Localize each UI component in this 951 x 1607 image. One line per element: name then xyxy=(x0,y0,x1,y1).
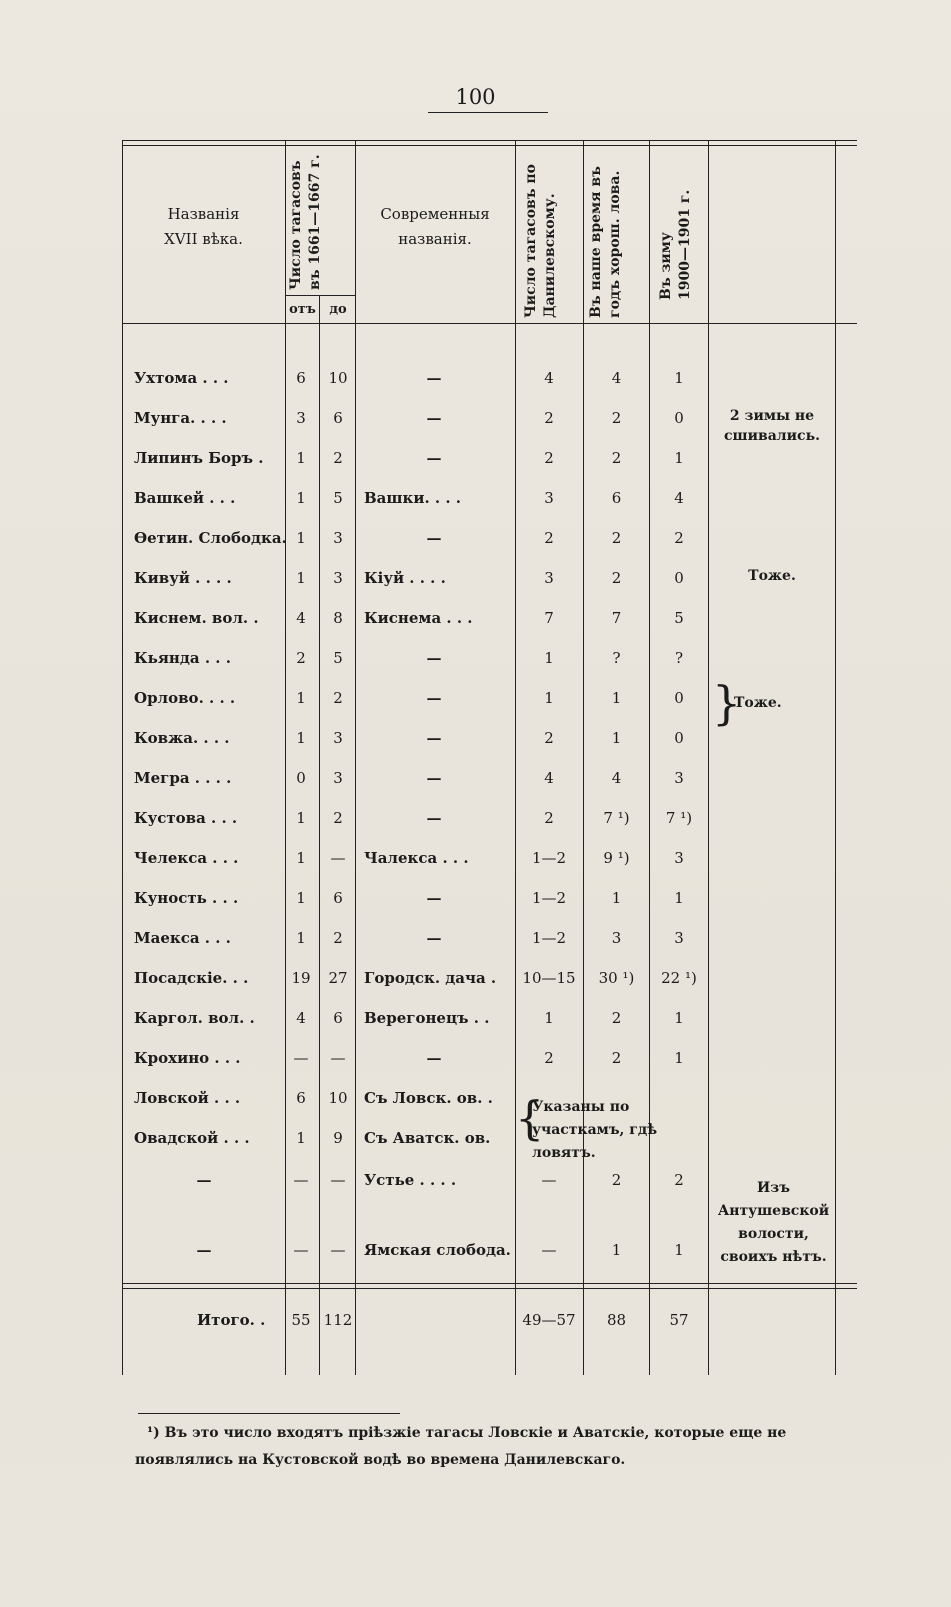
row-count-from: 4 xyxy=(296,1009,306,1027)
row-old-name: Киснем. вол. . xyxy=(134,609,259,627)
row-winter: 1 xyxy=(674,449,684,467)
row-now: 7 xyxy=(611,609,622,627)
row-winter: 22 ¹) xyxy=(661,969,697,987)
row-danilevsky: 2 xyxy=(544,1049,554,1067)
header-modern-line2: названія. xyxy=(398,230,472,248)
row-old-name: — xyxy=(196,1241,212,1259)
row-now: 2 xyxy=(611,1049,622,1067)
row-count-from: 1 xyxy=(296,569,306,587)
row-now: 4 xyxy=(611,369,622,387)
row-modern-name: — xyxy=(426,769,442,787)
header-from: отъ xyxy=(289,302,316,317)
header-count-1661-line2: въ 1661—1667 г. xyxy=(307,154,323,290)
row-count-to: 10 xyxy=(328,369,348,387)
row-winter: 1 xyxy=(674,1241,684,1259)
row-danilevsky: 1—2 xyxy=(531,849,567,867)
header-count-1661-line1: Число тагасовъ xyxy=(288,160,304,290)
row-now: 1 xyxy=(611,729,622,747)
col-rule-2 xyxy=(355,140,356,1375)
row-winter: ? xyxy=(674,649,684,667)
row-old-name: Орлово. . . . xyxy=(134,689,236,707)
header-old-name-line2: XVII вѣка. xyxy=(164,230,243,248)
col-rule-6 xyxy=(708,140,709,1375)
row-now: 4 xyxy=(611,769,622,787)
row-danilevsky: 2 xyxy=(544,529,554,547)
row-now: 7 ¹) xyxy=(603,809,630,827)
row-winter: 7 ¹) xyxy=(665,809,693,827)
footnote: ¹) Въ это число входятъ пріѣзжіе тагасы Ловскіе и Аватскіе, которые еще не появлялись на Кустовской водѣ во времена Данилевскаго. xyxy=(135,1425,787,1468)
row-count-from: 4 xyxy=(296,609,306,627)
row-old-name: Маекса . . . xyxy=(134,929,231,947)
row-winter: 3 xyxy=(674,849,684,867)
row-count-to: 2 xyxy=(333,929,343,947)
header-now-line1: Въ наше время въ xyxy=(588,166,604,318)
header-count-1661 xyxy=(287,150,325,290)
row-danilevsky: 4 xyxy=(544,769,554,787)
row-winter: 2 xyxy=(674,529,684,547)
row-count-from: 2 xyxy=(296,649,306,667)
totals-winter: 57 xyxy=(669,1311,689,1329)
row-danilevsky: 10—15 xyxy=(522,969,576,987)
totals-top-rule-inner xyxy=(122,1288,857,1289)
table-right-rule xyxy=(835,140,836,1375)
row-danilevsky: 2 xyxy=(544,409,554,427)
header-winter-line2: 1900—1901 г. xyxy=(677,189,693,300)
row-modern-name: Съ Аватск. ов. xyxy=(364,1129,491,1147)
row-winter: 3 xyxy=(674,769,684,787)
row-count-from: — xyxy=(293,1049,309,1067)
row-count-to: 3 xyxy=(333,569,343,587)
row-note: 2 зимы не сшивались. xyxy=(724,408,820,444)
row-count-to: — xyxy=(330,849,346,867)
row-old-name: Мунга. . . . xyxy=(134,409,227,427)
row-count-from: — xyxy=(293,1171,309,1189)
row-old-name: Крохино . . . xyxy=(134,1049,241,1067)
row-danilevsky: 2 xyxy=(544,809,554,827)
row-count-to: 3 xyxy=(333,529,343,547)
row-danilevsky: 1 xyxy=(544,1009,554,1027)
row-count-from: 1 xyxy=(296,489,306,507)
row-now: 2 xyxy=(611,1171,622,1189)
row-modern-name: — xyxy=(426,1049,442,1067)
header-danilevsky xyxy=(522,148,560,318)
row-old-name: Кьянда . . . xyxy=(134,649,231,667)
row-danilevsky: 1—2 xyxy=(531,889,567,907)
row-modern-name: Киснема . . . xyxy=(364,609,473,627)
row-old-name: Кустова . . . xyxy=(134,809,238,827)
row-count-from: 0 xyxy=(296,769,306,787)
row-old-name: Челекса . . . xyxy=(134,849,239,867)
row-count-from: 1 xyxy=(296,809,306,827)
row-count-to: 6 xyxy=(333,1009,343,1027)
totals-top-rule xyxy=(122,1283,857,1284)
row-count-to: 3 xyxy=(333,769,343,787)
row-modern-name: — xyxy=(426,409,442,427)
row-count-from: 1 xyxy=(296,849,306,867)
row-old-name: — xyxy=(196,1171,212,1189)
note-ustye-yamsk: Изъ Антушевской волости, своихъ нѣтъ. xyxy=(717,1180,830,1265)
row-count-to: 5 xyxy=(333,489,343,507)
row-modern-name: — xyxy=(426,889,442,907)
row-now: 9 ¹) xyxy=(603,849,630,867)
row-winter: 0 xyxy=(674,409,684,427)
row-winter: 0 xyxy=(674,729,684,747)
row-old-name: Ловской . . . xyxy=(134,1089,241,1107)
row-now: ? xyxy=(612,649,621,667)
row-old-name: Ѳетин. Слободка. xyxy=(134,529,287,547)
row-now: 30 ¹) xyxy=(598,969,635,987)
header-old-name-line1: Названія xyxy=(167,205,240,223)
row-modern-name: Съ Ловск. ов. . xyxy=(364,1089,493,1107)
header-modern xyxy=(355,202,515,252)
row-count-to: 6 xyxy=(333,889,343,907)
row-winter: 4 xyxy=(674,489,684,507)
footnote-rule xyxy=(138,1413,400,1414)
row-danilevsky: 3 xyxy=(544,489,554,507)
row-now: 1 xyxy=(611,689,622,707)
row-old-name: Овадской . . . xyxy=(134,1129,250,1147)
row-danilevsky: 1 xyxy=(544,689,554,707)
row-winter: 3 xyxy=(674,929,684,947)
row-modern-name: Чалекса . . . xyxy=(364,849,469,867)
brace-lovsk-ovadsk: { xyxy=(515,1091,545,1145)
row-old-name: Куность . . . xyxy=(134,889,239,907)
row-modern-name: — xyxy=(426,449,442,467)
totals-now: 88 xyxy=(606,1311,627,1329)
row-count-from: 1 xyxy=(296,729,306,747)
totals-to: 112 xyxy=(323,1311,353,1329)
note-lovsk-ovadsk: Указаны по участкамъ, гдѣ ловятъ. xyxy=(532,1099,658,1161)
row-danilevsky: — xyxy=(541,1241,557,1259)
col-rule-from-to xyxy=(319,295,320,1375)
row-danilevsky: — xyxy=(541,1171,557,1189)
row-count-to: 2 xyxy=(333,689,343,707)
row-count-to: — xyxy=(330,1171,346,1189)
row-old-name: Посадскіе. . . xyxy=(134,969,249,987)
totals-from: 55 xyxy=(291,1311,311,1329)
header-now-line2: годъ хорош. лова. xyxy=(607,170,623,318)
row-winter: 1 xyxy=(674,369,684,387)
row-danilevsky: 7 xyxy=(544,609,554,627)
row-count-to: 2 xyxy=(333,449,343,467)
row-modern-name: Устье . . . . xyxy=(364,1171,457,1189)
header-old-name xyxy=(122,202,285,252)
row-count-to: 8 xyxy=(333,609,343,627)
row-winter: 0 xyxy=(674,689,684,707)
row-count-from: 19 xyxy=(291,969,311,987)
row-count-from: 1 xyxy=(296,929,306,947)
header-bottom-rule xyxy=(122,323,857,324)
row-note: Тоже. xyxy=(748,568,796,584)
header-danilevsky-line2: Данилевскому. xyxy=(542,193,558,318)
header-modern-line1: Современныя xyxy=(380,205,490,223)
row-modern-name: Ямская слобода. xyxy=(364,1241,511,1259)
totals-danilevsky: 49—57 xyxy=(522,1311,576,1329)
table-top-rule xyxy=(122,140,857,141)
note-orlovo-kovzha: Тоже. xyxy=(734,695,782,711)
row-count-from: 6 xyxy=(296,369,306,387)
row-count-from: — xyxy=(293,1241,309,1259)
row-now: 2 xyxy=(611,529,622,547)
row-old-name: Вашкей . . . xyxy=(134,489,236,507)
row-winter: 2 xyxy=(674,1171,684,1189)
row-modern-name: — xyxy=(426,729,442,747)
data-table xyxy=(122,140,857,1375)
brace-orlovo-kovzha: } xyxy=(712,676,742,730)
row-count-from: 1 xyxy=(296,889,306,907)
row-modern-name: Вашки. . . . xyxy=(364,489,462,507)
row-danilevsky: 4 xyxy=(544,369,554,387)
row-count-to: 2 xyxy=(333,809,343,827)
header-winter-line1: Въ зиму xyxy=(658,232,674,300)
row-danilevsky: 3 xyxy=(544,569,554,587)
row-now: 6 xyxy=(611,489,622,507)
row-now: 3 xyxy=(611,929,622,947)
row-danilevsky: 1 xyxy=(544,649,554,667)
row-now: 2 xyxy=(611,449,622,467)
row-now: 2 xyxy=(611,409,622,427)
table-top-rule-inner xyxy=(122,145,857,146)
row-count-to: 5 xyxy=(333,649,343,667)
row-modern-name: Верегонецъ . . xyxy=(364,1009,490,1027)
row-modern-name: — xyxy=(426,649,442,667)
row-modern-name: — xyxy=(426,929,442,947)
header-winter xyxy=(657,170,695,300)
table-left-rule xyxy=(122,140,123,1375)
row-winter: 1 xyxy=(674,1009,684,1027)
row-winter: 1 xyxy=(674,889,684,907)
row-old-name: Каргол. вол. . xyxy=(134,1009,255,1027)
row-count-to: 3 xyxy=(333,729,343,747)
row-count-to: 9 xyxy=(333,1129,343,1147)
row-danilevsky: 2 xyxy=(544,729,554,747)
page-number-rule xyxy=(428,112,548,113)
row-count-to: 10 xyxy=(328,1089,348,1107)
row-old-name: Ковжа. . . . xyxy=(134,729,230,747)
row-modern-name: — xyxy=(426,689,442,707)
row-now: 1 xyxy=(611,889,622,907)
row-count-from: 3 xyxy=(296,409,306,427)
row-winter: 1 xyxy=(674,1049,684,1067)
header-to: до xyxy=(329,302,347,317)
row-winter: 5 xyxy=(674,609,684,627)
row-danilevsky: 1—2 xyxy=(531,929,567,947)
row-count-to: — xyxy=(330,1241,346,1259)
row-count-from: 1 xyxy=(296,529,306,547)
page-number: 100 xyxy=(455,85,496,109)
row-count-to: 6 xyxy=(333,409,343,427)
row-count-from: 1 xyxy=(296,449,306,467)
row-modern-name: — xyxy=(426,369,442,387)
row-modern-name: — xyxy=(426,809,442,827)
row-now: 1 xyxy=(611,1241,622,1259)
row-count-to: 27 xyxy=(328,969,348,987)
row-count-from: 6 xyxy=(296,1089,306,1107)
header-danilevsky-line1: Число тагасовъ по xyxy=(523,164,539,318)
row-now: 2 xyxy=(611,569,622,587)
row-old-name: Липинъ Боръ . xyxy=(134,449,264,467)
row-modern-name: Кіуй . . . . xyxy=(364,569,446,587)
row-old-name: Ухтома . . . xyxy=(134,369,229,387)
row-winter: 0 xyxy=(674,569,684,587)
row-old-name: Кивуй . . . . xyxy=(134,569,232,587)
totals-label: Итого. . xyxy=(197,1311,266,1329)
row-count-from: 1 xyxy=(296,689,306,707)
row-danilevsky: 2 xyxy=(544,449,554,467)
header-now xyxy=(587,148,625,318)
row-old-name: Мегра . . . . xyxy=(134,769,232,787)
subheader-rule xyxy=(285,295,355,296)
row-count-from: 1 xyxy=(296,1129,306,1147)
row-modern-name: Городск. дача . xyxy=(364,969,497,987)
row-now: 2 xyxy=(611,1009,622,1027)
row-count-to: — xyxy=(330,1049,346,1067)
row-modern-name: — xyxy=(426,529,442,547)
